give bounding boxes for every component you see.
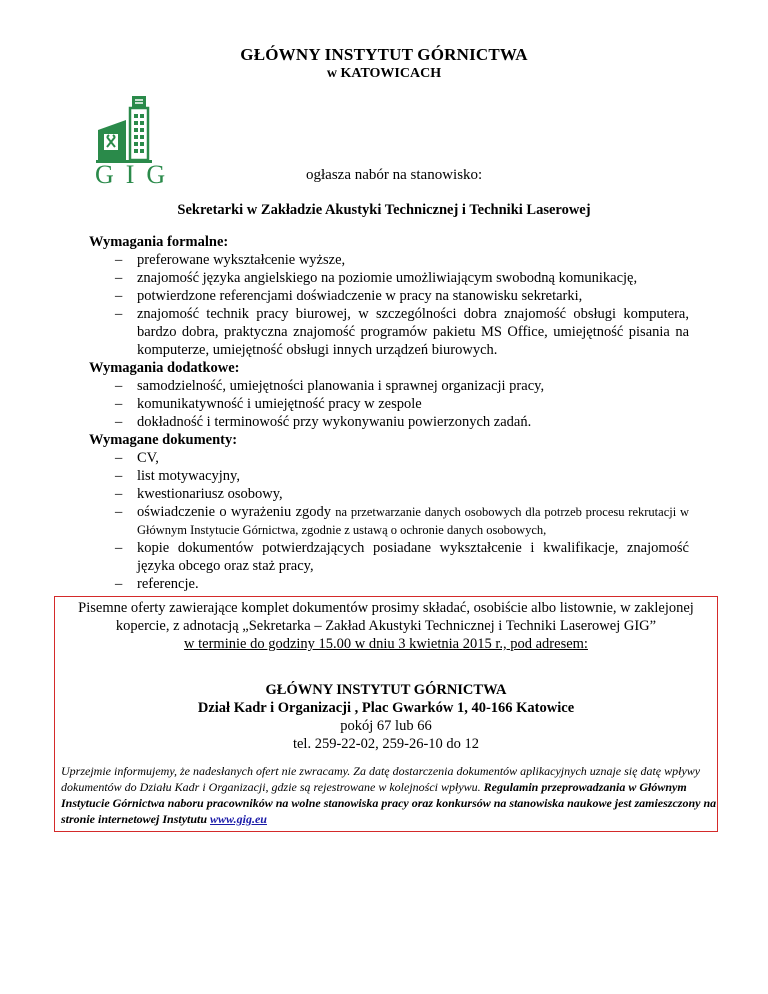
list-item: – kopie dokumentów potwierdzających posiadane wykształcenie i kwalifikacje, znajomość języka obcego oraz staż pracy,	[115, 539, 689, 575]
regulation-text: Regulamin przeprowadzania w Głównym Instytucie Górnictwa naboru pracowników na wolne stanowiska pracy oraz konkursów na stanowiska naukowe jest zamieszczony na stronie internetowej Instytutu	[61, 780, 717, 826]
list-item: – dokładność i terminowość przy wykonywaniu powierzonych zadań.	[115, 413, 689, 431]
address-line: Dział Kadr i Organizacji , Plac Gwarków 1, 40-166 Katowice	[197, 700, 575, 716]
required-documents-list	[89, 449, 689, 593]
notice	[61, 763, 719, 827]
list-item: – preferowane wykształcenie wyższe,	[115, 251, 689, 269]
consent-lead: oświadczenie o wyrażeniu zgody	[137, 504, 336, 520]
list-item: – list motywacyjny,	[115, 467, 689, 485]
page-title: GŁÓWNY INSTYTUT GÓRNICTWA	[240, 45, 528, 64]
page-subtitle: w KATOWICACH	[326, 66, 442, 81]
list-item: – referencje.	[115, 575, 689, 593]
offer-intro	[55, 599, 717, 653]
additional-requirements-list	[89, 377, 689, 431]
offer-box	[54, 596, 718, 832]
logo-text: GIG	[95, 160, 178, 189]
list-item: – komunikatywność i umiejętność pracy w zespole	[115, 395, 689, 413]
address-room: pokój 67 lub 66	[340, 718, 432, 734]
offer-intro-text: Pisemne oferty zawierające komplet dokumentów prosimy składać, osobiście albo listownie, w zaklejonej kopercie, z adnotacją „Sekretarka – Zakład Akustyki Technicznej i Techniki Laserowej GIG”	[78, 600, 694, 634]
institute-link[interactable]: www.gig.eu	[210, 812, 267, 826]
formal-requirements-list	[89, 251, 689, 359]
offer-deadline: w terminie do godziny 15.00 w dniu 3 kwietnia 2015 r., pod adresem:	[184, 636, 588, 652]
list-item: – CV,	[115, 449, 689, 467]
list-item: – znajomość technik pracy biurowej, w szczególności dobra znajomość obsługi komputera, bardzo dobra, praktyczna znajomość programów pakietu MS Office, umiejętność pisania na komputerze, umiejętność obsługi innych urządzeń biurowych.	[115, 305, 689, 359]
required-documents-heading: Wymagane dokumenty:	[89, 432, 238, 448]
list-item: – kwestionariusz osobowy,	[115, 485, 689, 503]
position-title: Sekretarki w Zakładzie Akustyki Technicznej i Techniki Laserowej	[177, 202, 591, 218]
announcement: ogłasza nabór na stanowisko:	[306, 167, 483, 183]
additional-requirements-heading: Wymagania dodatkowe:	[89, 360, 240, 376]
requirements-section	[89, 233, 689, 593]
notice-text: Uprzejmie informujemy, że nadesłanych ofert nie zwracamy. Za datę dostarczenia dokumentów aplikacyjnych uznaje się datę wpływy dokumentów do Działu Kadr i Organizacji, gdzie są rejestrowane w kolejności wpływu.	[61, 764, 701, 794]
address-phone: tel. 259-22-02, 259-26-10 do 12	[292, 736, 480, 752]
formal-requirements-heading: Wymagania formalne:	[89, 234, 229, 250]
consent-rest: na przetwarzanie danych osobowych dla potrzeb procesu rekrutacji w Głównym Instytucie Górnictwa, zgodnie z ustawą o ochronie danych osobowych,	[137, 505, 689, 537]
list-item-consent	[115, 503, 689, 539]
list-item: – potwierdzone referencjami doświadczenie w pracy na stanowisku sekretarki,	[115, 287, 689, 305]
address-name: GŁÓWNY INSTYTUT GÓRNICTWA	[265, 682, 507, 698]
list-item: – samodzielność, umiejętności planowania i sprawnej organizacji pracy,	[115, 377, 689, 395]
address-block	[55, 681, 717, 753]
list-item: – znajomość języka angielskiego na poziomie umożliwiającym swobodną komunikację,	[115, 269, 689, 287]
